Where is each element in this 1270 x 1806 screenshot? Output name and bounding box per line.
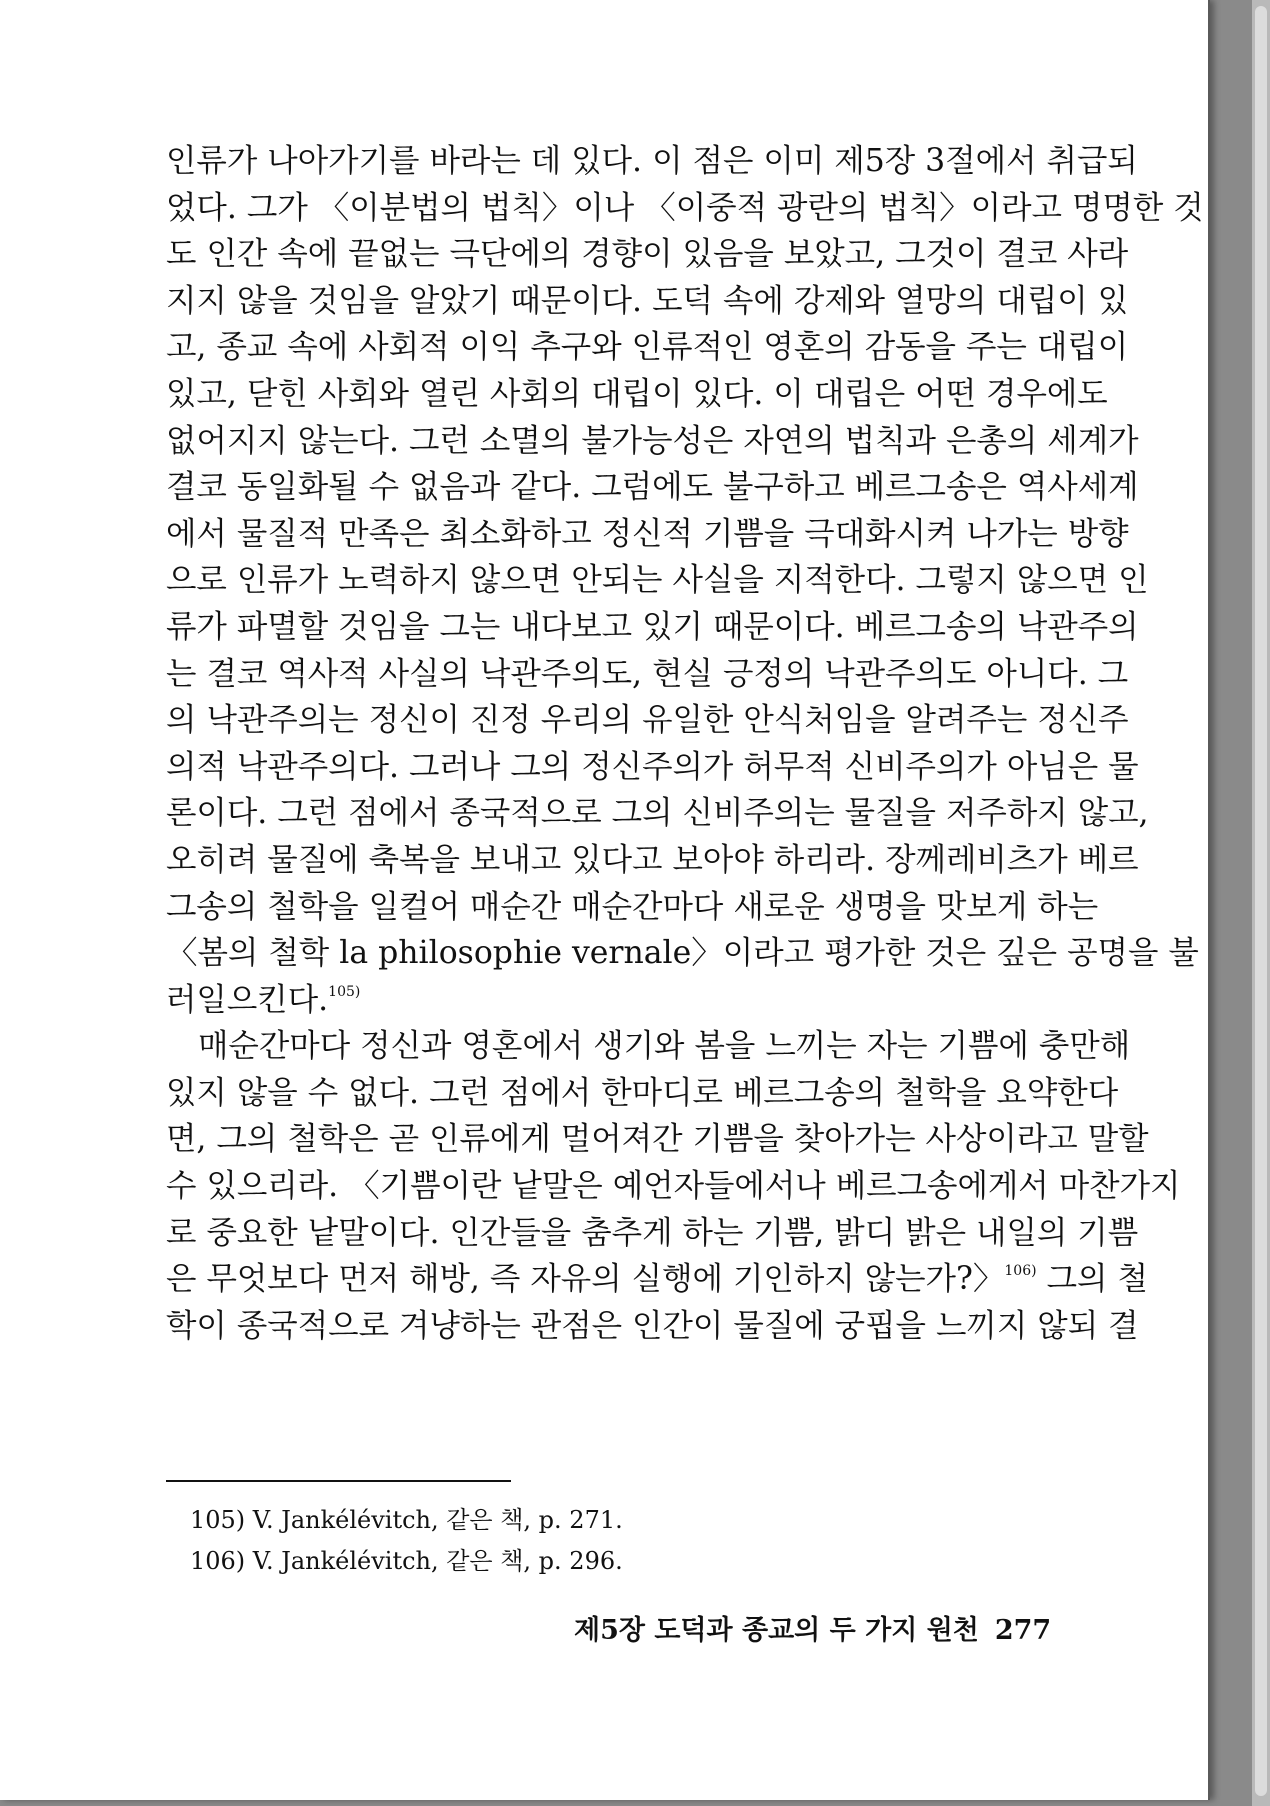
scrollbar-thumb[interactable] — [1255, 6, 1267, 1796]
text-line: 었다. 그가 〈이분법의 법칙〉이나 〈이중적 광란의 법칙〉이라고 명명한 것 — [166, 189, 1204, 226]
text-line: 는 결코 역사적 사실의 낙관주의도, 현실 긍정의 낙관주의도 아니다. 그 — [166, 655, 1129, 692]
page-number: 277 — [994, 1615, 1052, 1646]
text-line: 론이다. 그런 점에서 종국적으로 그의 신비주의는 물질을 저주하지 않고, — [166, 795, 1149, 832]
vertical-scrollbar[interactable] — [1252, 0, 1270, 1806]
text-line: 도 인간 속에 끝없는 극단에의 경향이 있음을 보았고, 그것이 결코 사라 — [166, 236, 1129, 273]
running-title: 제5장 도덕과 종교의 두 가지 원천 — [574, 1615, 979, 1646]
footnote-divider — [166, 1480, 511, 1482]
text-line: 으로 인류가 노력하지 않으면 안되는 사실을 지적한다. 그렇지 않으면 인 — [166, 562, 1149, 599]
text-line: 있고, 닫힌 사회와 열린 사회의 대립이 있다. 이 대립은 어떤 경우에도 — [166, 375, 1108, 412]
text-line: 그송의 철학을 일컬어 매순간 매순간마다 새로운 생명을 맛보게 하는 — [166, 888, 1099, 925]
text-line — [166, 977, 1076, 1024]
text-line: 오히려 물질에 축복을 보내고 있다고 보아야 하리라. 장께레비츠가 베르 — [166, 841, 1139, 878]
text-line: 인류가 나아가기를 바라는 데 있다. 이 점은 이미 제5장 3절에서 취급되 — [166, 143, 1138, 179]
text-line: 에서 물질적 만족은 최소화하고 정신적 기쁨을 극대화시켜 나가는 방향 — [166, 515, 1129, 552]
footnote-105: 105) V. Jankélévitch, 같은 책, p. 271. — [190, 1506, 623, 1534]
text-line: 면, 그의 철학은 곧 인류에게 멀어져간 기쁨을 찾아가는 사상이라고 말할 — [166, 1121, 1149, 1158]
text-line: 로 중요한 낱말이다. 인간들을 춤추게 하는 기쁨, 밝디 밝은 내일의 기쁨 — [166, 1214, 1139, 1251]
footnote-106: 106) V. Jankélévitch, 같은 책, p. 296. — [190, 1547, 623, 1575]
text-line: 있지 않을 수 없다. 그런 점에서 한마디로 베르그송의 철학을 요약한다 — [166, 1074, 1119, 1111]
text-line: 매순간마다 정신과 영혼에서 생기와 봄을 느끼는 자는 기쁨에 충만해 — [198, 1028, 1131, 1065]
footnote-ref-105[interactable]: 105) — [328, 983, 361, 1000]
text-line: 의 낙관주의는 정신이 진정 우리의 유일한 안식처임을 알려주는 정신주 — [166, 702, 1129, 739]
footnote-ref-106[interactable]: 106) — [1004, 1263, 1037, 1280]
footnotes — [190, 1500, 623, 1582]
text-line — [166, 1256, 1148, 1303]
text-line: 결코 동일화될 수 없음과 같다. 그럼에도 불구하고 베르그송은 역사세계 — [166, 469, 1139, 506]
text-line: 고, 종교 속에 사회적 이익 추구와 인류적인 영혼의 감동을 주는 대립이 — [166, 329, 1129, 366]
text-line: 수 있으리라. 〈기쁨이란 낱말은 예언자들에서나 베르그송에게서 마찬가지 — [166, 1168, 1181, 1205]
text-line: 류가 파멸할 것임을 그는 내다보고 있기 때문이다. 베르그송의 낙관주의 — [166, 608, 1139, 645]
text-line: 지지 않을 것임을 알았기 때문이다. 도덕 속에 강제와 열망의 대립이 있 — [166, 282, 1129, 319]
text-line: 없어지지 않는다. 그런 소멸의 불가능성은 자연의 법칙과 은총의 세계가 — [166, 422, 1139, 459]
body-text — [166, 138, 1204, 1349]
text-line-content: 은 무엇보다 먼저 해방, 즉 자유의 실행에 기인하지 않는가?〉 — [166, 1261, 1005, 1298]
text-line: 〈봄의 철학 la philosophie vernale〉이라고 평가한 것은 깊은 공명을 불 — [166, 935, 1199, 972]
text-line: 의적 낙관주의다. 그러나 그의 정신주의가 허무적 신비주의가 아님은 물 — [166, 748, 1139, 785]
running-footer — [574, 1608, 1052, 1647]
text-line-content: 러일으킨다. — [166, 981, 329, 1018]
text-line-content: 그의 철 — [1036, 1261, 1148, 1298]
text-line: 학이 종국적으로 겨냥하는 관점은 인간이 물질에 궁핍을 느끼지 않되 결 — [166, 1307, 1139, 1344]
